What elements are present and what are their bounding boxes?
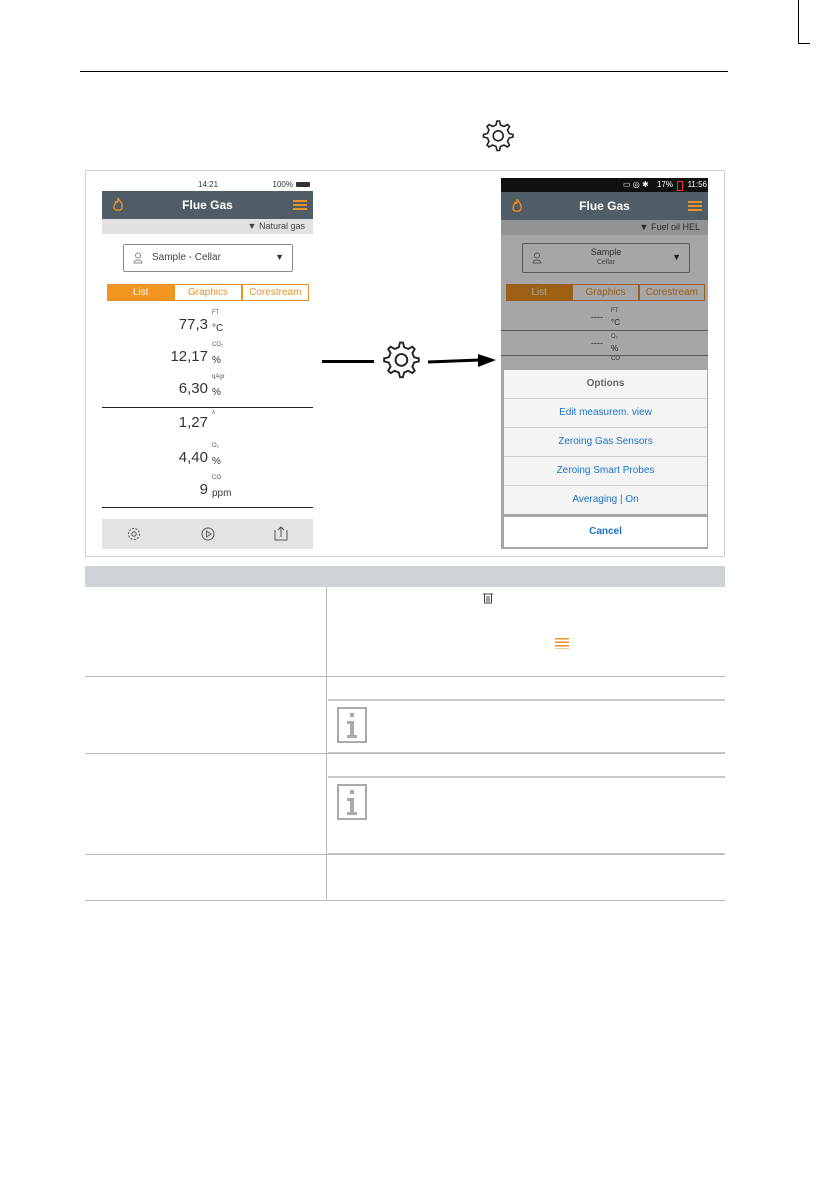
reading-label: CO₂ [212, 342, 224, 348]
reading-row [102, 340, 313, 370]
tab-corestream[interactable]: Corestream [242, 284, 309, 301]
reading-label: O₂ [611, 334, 618, 340]
app-title: Flue Gas [579, 199, 630, 213]
info-icon [337, 707, 367, 743]
section-divider [102, 507, 313, 508]
option-zeroing-smart-probes[interactable]: Zeroing Smart Probes [504, 457, 707, 486]
column-divider [326, 677, 327, 753]
arrow-left-segment [322, 360, 374, 363]
option-averaging[interactable]: Averaging | On [572, 494, 639, 505]
user-icon [133, 252, 143, 264]
fuel-selector[interactable]: ▼ Fuel oil HEL [501, 220, 708, 235]
reading-unit: °C [611, 318, 620, 327]
tab-list[interactable]: List [107, 284, 174, 301]
status-time: 14:21 [198, 180, 219, 189]
options-title: Options [504, 370, 707, 399]
reading-label: qAgr [212, 374, 225, 380]
fuel-selector[interactable]: ▼ Natural gas [102, 219, 313, 234]
sample-label: Sample - Cellar [152, 252, 221, 263]
column-divider [326, 855, 327, 900]
reading-unit: % [212, 387, 221, 398]
reading-row [102, 372, 313, 402]
play-icon[interactable] [200, 526, 216, 542]
menu-icon [555, 638, 569, 649]
gear-icon [480, 118, 514, 152]
reading-value: 6,30 [178, 380, 208, 397]
status-icons: ▭ ◎ ✱ [623, 180, 649, 189]
reading-unit: % [212, 355, 221, 366]
menu-icon[interactable] [293, 200, 307, 211]
reading-unit: ppm [212, 488, 232, 499]
delete-icon [483, 592, 493, 604]
app-header [501, 192, 708, 220]
cancel-button[interactable]: Cancel [504, 517, 707, 547]
status-bar [501, 178, 708, 192]
fuel-label: Natural gas [258, 221, 305, 231]
reading-label: CO [212, 475, 221, 481]
reading-row [102, 473, 313, 505]
reading-row [102, 408, 313, 438]
option-zeroing-gas-sensors[interactable]: Zeroing Gas Sensors [504, 428, 707, 457]
battery-icon [296, 182, 310, 187]
reading-unit: °C [212, 323, 224, 334]
tab-graphics[interactable]: Graphics [174, 284, 241, 301]
app-title: Flue Gas [182, 198, 233, 212]
page-tab-marker [798, 0, 810, 44]
table-row [85, 587, 725, 676]
status-bar [102, 178, 313, 191]
reading-row [102, 308, 313, 338]
tab-graphics[interactable]: Graphics [572, 284, 638, 301]
right-phone-screen [501, 178, 708, 549]
reading-unit: % [212, 456, 221, 467]
options-menu [504, 370, 707, 514]
sample-sublabel: Cellar [596, 259, 616, 266]
battery-percent: 17% [657, 180, 674, 189]
reading-label: FT [212, 310, 220, 316]
left-phone-screen [102, 178, 313, 549]
chevron-down-icon: ▼ [672, 252, 681, 262]
reading-value: ---- [591, 312, 603, 322]
table-row [85, 676, 725, 753]
table-header [85, 566, 725, 587]
reading-value: 9 [199, 481, 208, 498]
reading-value: 1,27 [178, 414, 208, 431]
gear-icon[interactable] [126, 526, 142, 542]
reading-label: FT [611, 308, 619, 314]
app-header [102, 191, 313, 219]
menu-icon[interactable] [688, 201, 702, 212]
tab-list[interactable]: List [506, 284, 572, 301]
export-icon[interactable] [273, 525, 289, 542]
view-tabs [107, 284, 309, 301]
reading-label: O₂ [212, 443, 219, 449]
table-row [85, 753, 725, 854]
status-time: 11:56 [687, 180, 707, 189]
reading-label: CO [611, 356, 620, 362]
chevron-down-icon: ▼ [275, 252, 284, 262]
sample-dropdown[interactable] [123, 244, 293, 272]
tab-corestream[interactable]: Corestream [639, 284, 705, 301]
table [85, 587, 725, 901]
reading-value: 4,40 [178, 449, 208, 466]
sub-divider [328, 699, 725, 701]
sample-label: Sample [590, 247, 622, 257]
header-rule [80, 71, 728, 72]
column-divider [326, 587, 327, 676]
reading-unit: % [611, 344, 619, 353]
reading-value: ---- [591, 338, 603, 348]
reading-row [102, 441, 313, 471]
option-edit-view[interactable]: Edit measurem. view [504, 399, 707, 428]
sub-divider [328, 776, 725, 778]
bottom-toolbar [102, 519, 313, 549]
column-divider [326, 754, 327, 854]
gear-icon [380, 339, 420, 379]
reading-label: λ [212, 410, 215, 416]
battery-percent: 100% [272, 180, 293, 189]
table-row [85, 854, 725, 901]
reading-value: 12,17 [170, 348, 208, 365]
fuel-label: Fuel oil HEL [650, 222, 700, 232]
battery-icon [677, 181, 683, 191]
info-icon [337, 784, 367, 820]
arrow-right-icon [428, 352, 496, 370]
reading-value: 77,3 [178, 316, 208, 333]
